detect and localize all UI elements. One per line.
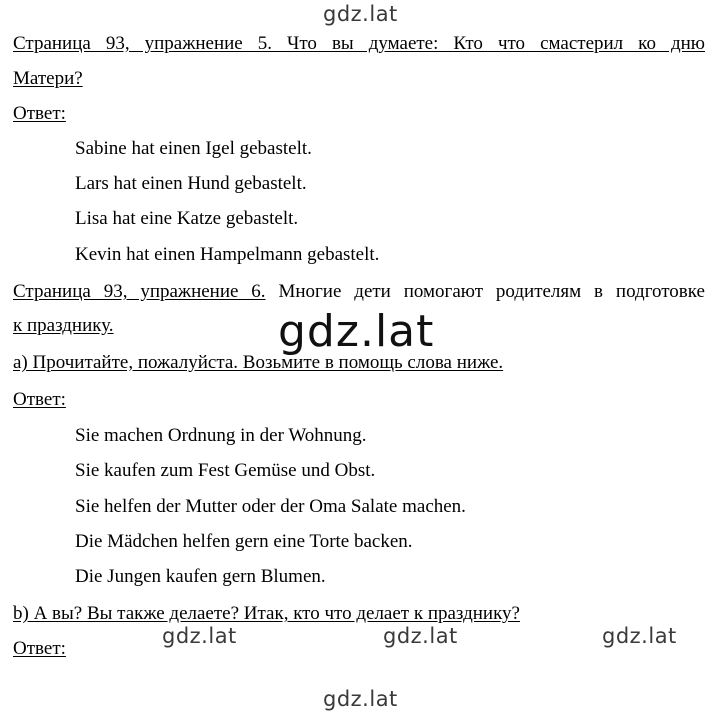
- exercise6-answer-3: Sie helfen der Mutter oder der Oma Salate machen.: [75, 496, 466, 517]
- exercise6-answer-4: Die Mädchen helfen gern eine Torte backen.: [75, 531, 413, 552]
- exercise6-title-part1: Страница 93, упражнение 6.: [13, 281, 266, 302]
- exercise6-title-part2: Многие дети помогают родителям в подготовке: [265, 281, 705, 302]
- exercise6-answer-label-b: Ответ:: [13, 638, 66, 659]
- watermark-row-2: gdz.lat: [383, 624, 458, 648]
- exercise5-answer-4: Kevin hat einen Hampelmann gebastelt.: [75, 244, 380, 265]
- exercise5-answer-3: Lisa hat eine Katze gebastelt.: [75, 208, 299, 229]
- exercise5-answer-1: Sabine hat einen Igel gebastelt.: [75, 138, 312, 159]
- watermark-row-1: gdz.lat: [162, 624, 237, 648]
- exercise6-answer-1: Sie machen Ordnung in der Wohnung.: [75, 425, 367, 446]
- watermark-top: gdz.lat: [323, 2, 398, 26]
- watermark-bottom: gdz.lat: [323, 687, 398, 711]
- exercise6-title-line2: к празднику.: [13, 315, 114, 336]
- watermark-center: gdz.lat: [278, 306, 435, 357]
- exercise6-answer-label: Ответ:: [13, 389, 66, 410]
- exercise5-answer-2: Lars hat einen Hund gebastelt.: [75, 173, 307, 194]
- exercise6-task-b: b) А вы? Вы также делаете? Итак, кто что делает к празднику?: [13, 603, 520, 624]
- exercise6-title-line1: [13, 281, 705, 303]
- exercise5-title-line1: Страница 93, упражнение 5. Что вы думаете: Кто что смастерил ко дню: [13, 33, 705, 54]
- exercise6-task-a: а) Прочитайте, пожалуйста. Возьмите в помощь слова ниже.: [13, 352, 504, 373]
- exercise6-answer-2: Sie kaufen zum Fest Gemüse und Obst.: [75, 460, 376, 481]
- exercise5-answer-label: Ответ:: [13, 103, 66, 124]
- watermark-row-3: gdz.lat: [602, 624, 677, 648]
- exercise5-title-line2: Матери?: [13, 68, 83, 89]
- exercise6-answer-5: Die Jungen kaufen gern Blumen.: [75, 566, 326, 587]
